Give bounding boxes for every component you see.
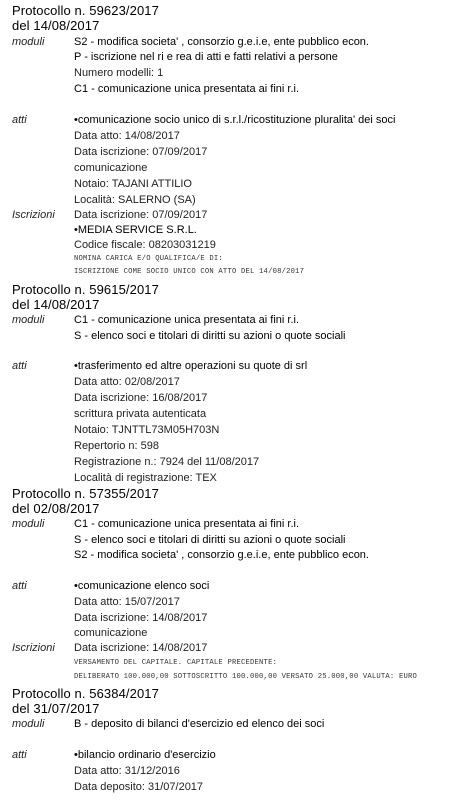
iscrizione-note: VERSAMENTO DEL CAPITALE. CAPITALE PRECEDENTE:: [74, 659, 278, 667]
modulo-item: S2 - modifica societa' , consorzio g.e.i.e, ente pubblico econ.: [74, 549, 369, 561]
modulo-item: B - deposito di bilanci d'esercizio ed elenco dei soci: [74, 718, 325, 730]
protocol-title: Protocollo n. 57355/2017: [12, 486, 159, 501]
iscrizioni-label: Iscrizioni: [12, 209, 55, 221]
iscrizioni-label: Iscrizioni: [12, 642, 55, 654]
protocol-title: Protocollo n. 59615/2017: [12, 282, 159, 297]
atto-detail: Data iscrizione: 16/08/2017: [74, 392, 208, 404]
atto-type: • comunicazione socio unico di s.r.l./ricostituzione pluralita' dei soci: [74, 113, 395, 127]
iscrizione-note: NOMINA CARICA E/O QUALIFICA/E DI:: [74, 255, 223, 263]
atto-detail: Data iscrizione: 07/09/2017: [74, 146, 208, 158]
atto-detail: Data atto: 31/12/2016: [74, 765, 180, 777]
modulo-item: C1 - comunicazione unica presentata ai fini r.i.: [74, 83, 300, 95]
protocol-title: Protocollo n. 59623/2017: [12, 3, 159, 18]
modulo-item: S - elenco soci e titolari di diritti su azioni o quote sociali: [74, 534, 346, 546]
atto-detail: Registrazione n.: 7924 del 11/08/2017: [74, 456, 260, 468]
atto-detail: Località di registrazione: TEX: [74, 472, 217, 484]
modulo-item: C1 - comunicazione unica presentata ai fini r.i.: [74, 518, 300, 530]
atto-type: • comunicazione elenco soci: [74, 579, 209, 593]
moduli-label: moduli: [12, 314, 45, 326]
atto-detail: Data deposito: 31/07/2017: [74, 781, 204, 793]
atto-detail: Notaio: TAJANI ATTILIO: [74, 178, 192, 190]
atto-detail: scrittura privata autenticata: [74, 408, 207, 420]
iscrizione-company: • MEDIA SERVICE S.R.L.: [74, 223, 197, 237]
moduli-label: moduli: [12, 718, 45, 730]
atto-detail: Località: SALERNO (SA): [74, 194, 196, 206]
atto-detail: Notaio: TJNTTL73M05H703N: [74, 424, 220, 436]
atti-label: atti: [12, 580, 27, 592]
atto-detail: comunicazione: [74, 162, 148, 174]
iscrizione-detail: Data iscrizione: 14/08/2017: [74, 642, 208, 654]
atto-type: • trasferimento ed altre operazioni su quote di srl: [74, 359, 307, 373]
modulo-item: S - elenco soci e titolari di diritti su azioni o quote sociali: [74, 330, 346, 342]
modulo-item: Numero modelli: 1: [74, 67, 164, 79]
protocol-date: del 02/08/2017: [12, 501, 100, 516]
protocol-date: del 14/08/2017: [12, 18, 100, 33]
modulo-item: P - iscrizione nel ri e rea di atti e fatti relativi a persone: [74, 51, 338, 63]
atto-type: • bilancio ordinario d'esercizio: [74, 748, 216, 762]
iscrizione-note: DELIBERATO 100.000,00 SOTTOSCRITTO 100.000,00 VERSATO 25.000,00 VALUTA: EURO: [74, 673, 418, 681]
modulo-item: C1 - comunicazione unica presentata ai fini r.i.: [74, 314, 300, 326]
iscrizione-detail: Data iscrizione: 07/09/2017: [74, 209, 208, 221]
protocol-date: del 14/08/2017: [12, 297, 100, 312]
atti-label: atti: [12, 360, 27, 372]
atti-label: atti: [12, 114, 27, 126]
moduli-label: moduli: [12, 36, 45, 48]
protocol-date: del 31/07/2017: [12, 701, 100, 716]
atto-detail: Data atto: 15/07/2017: [74, 596, 180, 608]
atto-detail: Repertorio n: 598: [74, 440, 159, 452]
moduli-label: moduli: [12, 518, 45, 530]
protocol-title: Protocollo n. 56384/2017: [12, 686, 159, 701]
atti-label: atti: [12, 749, 27, 761]
iscrizione-detail: Codice fiscale: 08203031219: [74, 239, 216, 251]
atto-detail: comunicazione: [74, 627, 148, 639]
atto-detail: Data atto: 02/08/2017: [74, 376, 180, 388]
modulo-item: S2 - modifica societa' , consorzio g.e.i.e, ente pubblico econ.: [74, 36, 369, 48]
iscrizione-note: ISCRIZIONE COME SOCIO UNICO CON ATTO DEL 14/08/2017: [74, 268, 305, 276]
atto-detail: Data iscrizione: 14/08/2017: [74, 612, 208, 624]
atto-detail: Data atto: 14/08/2017: [74, 130, 180, 142]
